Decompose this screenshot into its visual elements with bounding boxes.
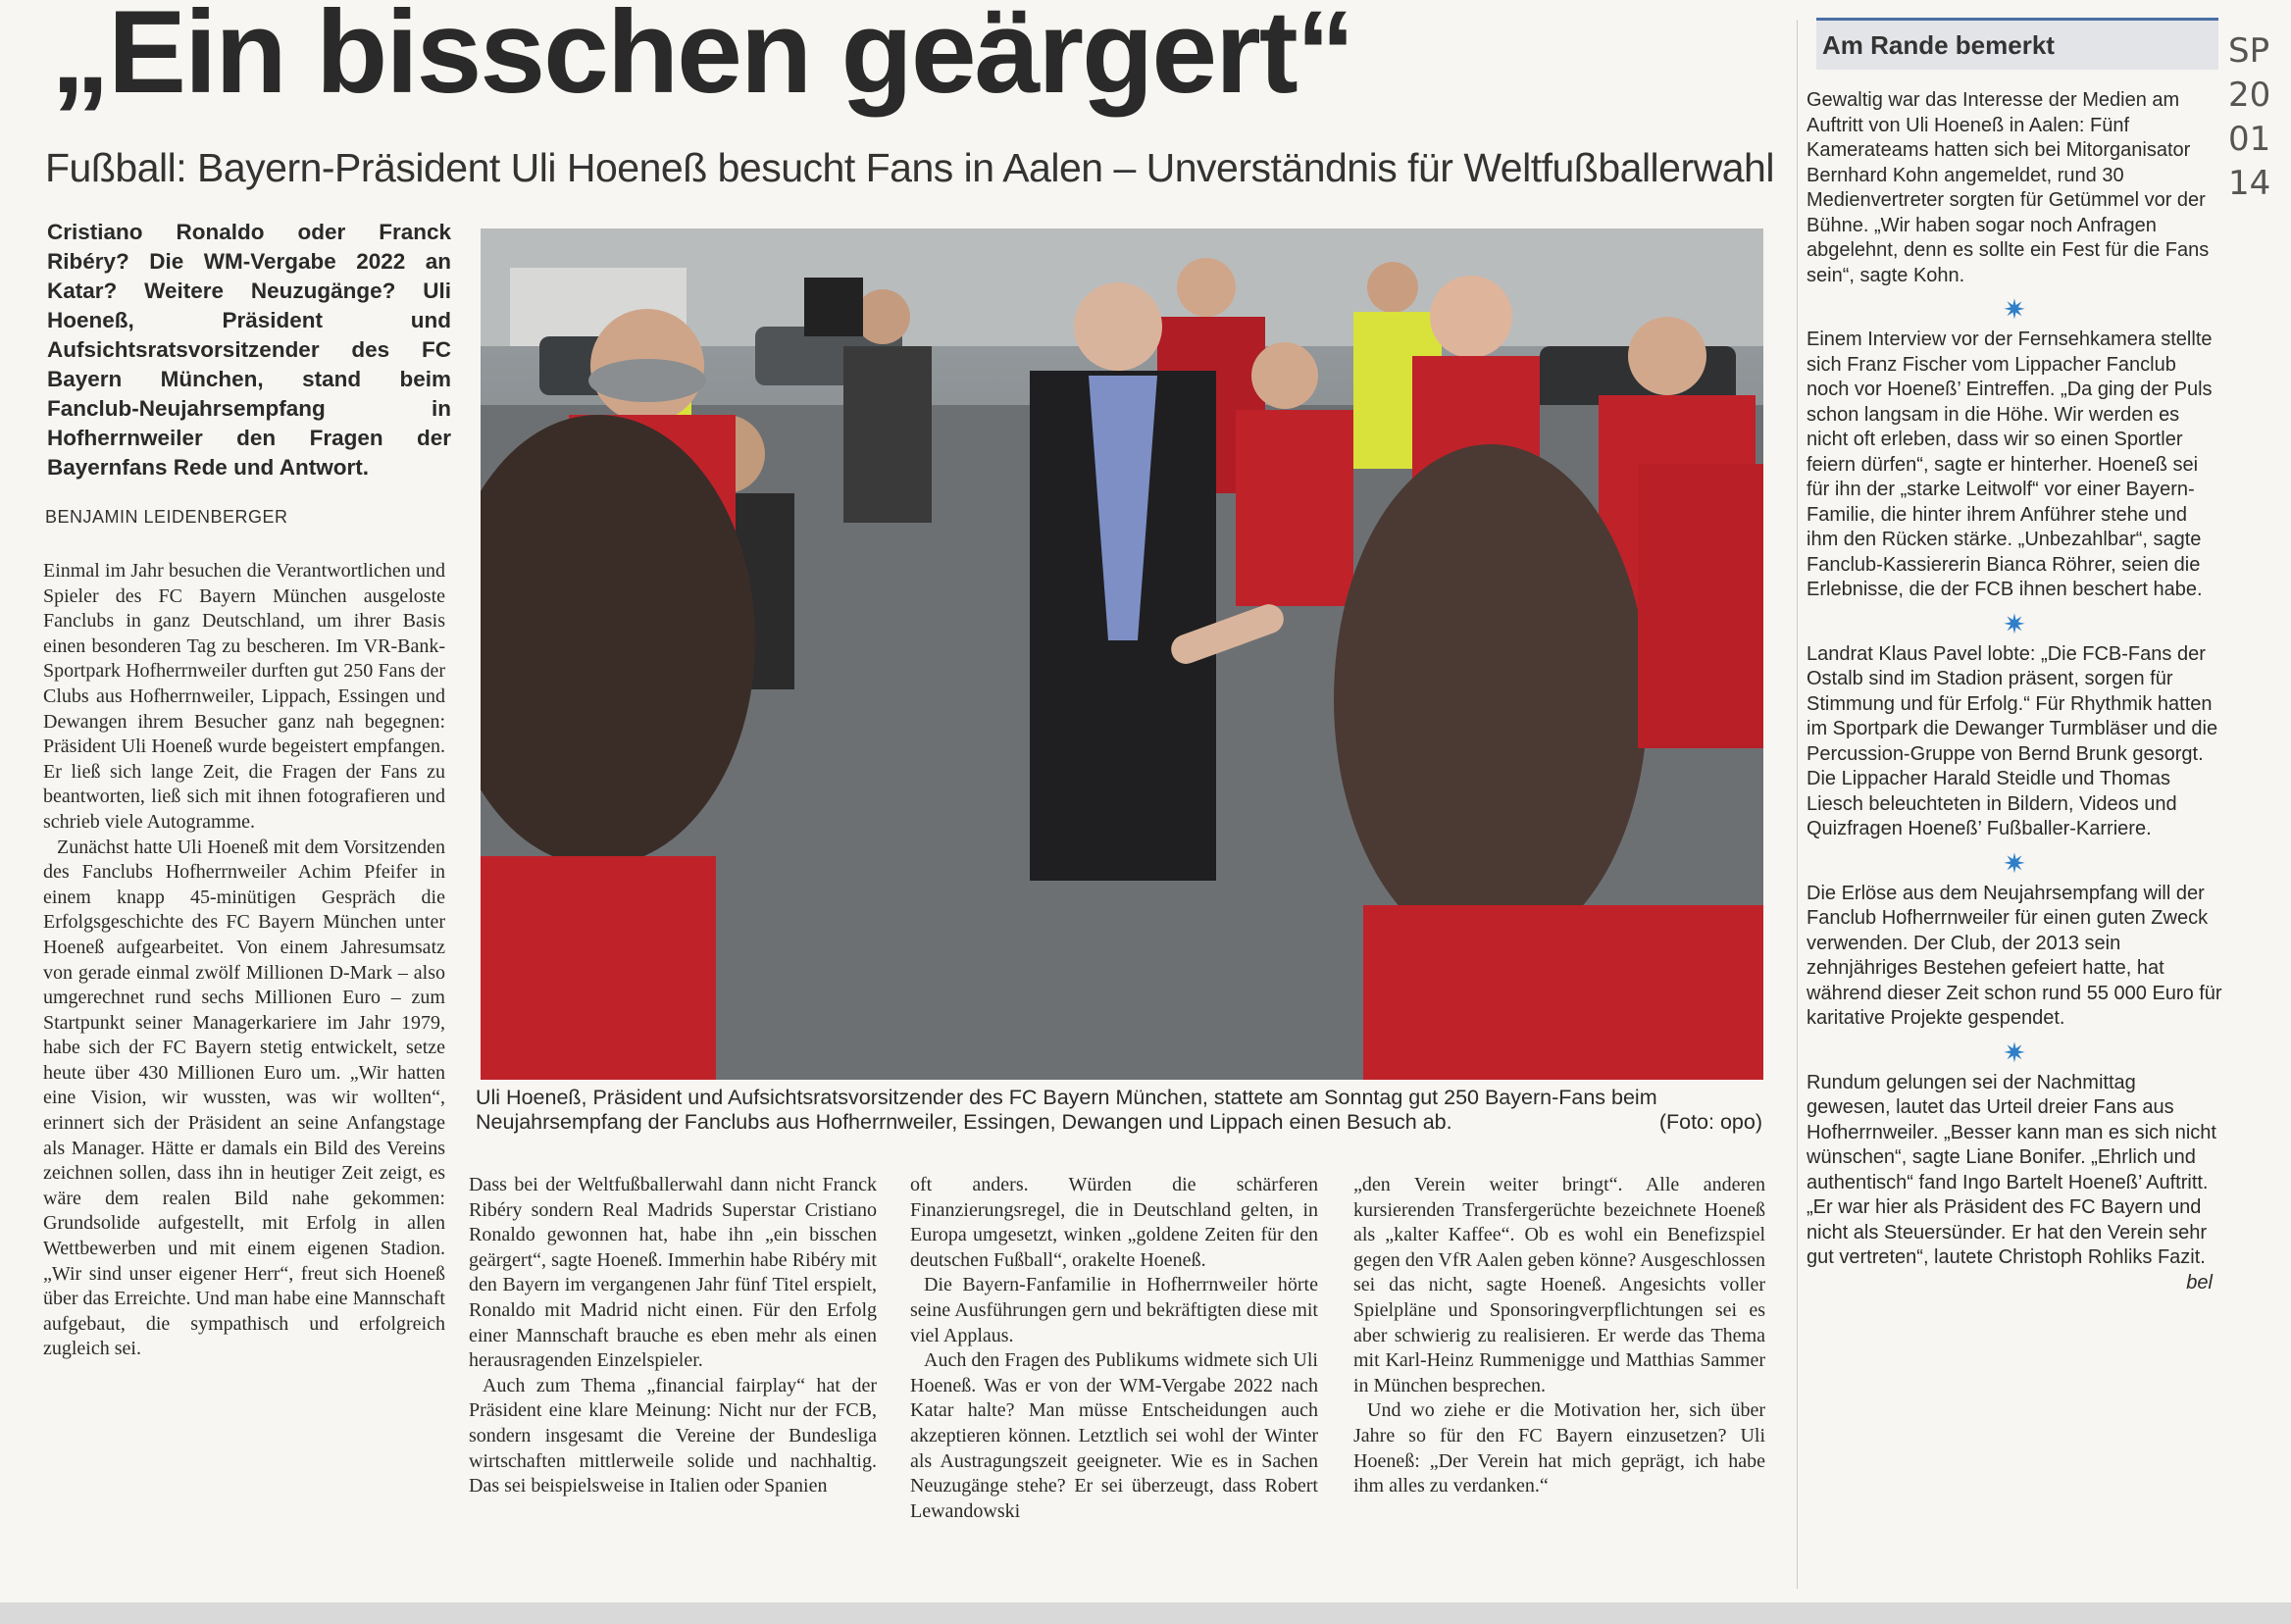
scan-bottom-edge [0, 1602, 2291, 1624]
byline: BENJAMIN LEIDENBERGER [45, 507, 288, 527]
caption-text: Uli Hoeneß, Präsident und Aufsichtsratsvorsitzender des FC Bayern München, stattete am Sonntag gut 250 Bayern-Fans beim Neujahrsempfang der Fanclubs aus Hofherrnweiler, Essingen, Dewangen und Lippach einen Besuch ab. [476, 1086, 1657, 1134]
sidebar-divider [1797, 20, 1798, 1589]
photo-illustration [481, 228, 1763, 1080]
sidebar-paragraph: Landrat Klaus Pavel lobte: „Die FCB-Fans der Ostalb sind im Stadion präsent, sorgen für Stimmung und für Erfolg.“ Für Rhythmik hatten im Sportpark die Dewanger Turmbläser und die Percussion-Gruppe von Bernd Brunk gesorgt. Die Lippacher Harald Steidle und Thomas Liesch beleuchteten in Bildern, Videos und Quizfragen Hoeneß’ Fußballer-Karriere. [1807, 642, 2218, 839]
handwritten-date-note [2228, 29, 2287, 206]
sidebar-paragraph: Die Erlöse aus dem Neujahrsempfang will der Fanclub Hofherrnweiler für einen guten Zweck verwenden. Der Club, der 2013 sein zehnjähriges Bestehen gefeiert hatte, hat während dieser Zeit schon rund 55 000 Euro für karitative Projekte gespendet. [1807, 882, 2222, 1029]
sidebar-title: Am Rande bemerkt [1822, 30, 2055, 60]
star-icon: ✷ [2003, 608, 2026, 639]
star-icon: ✷ [2003, 847, 2026, 879]
body-paragraph: Dass bei der Weltfußballerwahl dann nicht Franck Ribéry sondern Real Madrids Superstar Cristiano Ronaldo gewonnen hat, habe ihn „ein bisschen geärgert“, sagte Hoeneß. Immerhin habe Ribéry mit den Bayern im vergangenen Jahr fünf Titel erspielt, Ronaldo mit Madrid nicht einen. Für den Erfolg einer Mannschaft brauche es eben mehr als einen herausragenden Einzelspieler. [469, 1174, 877, 1372]
article-photo [481, 228, 1763, 1080]
handnote-line: 01 [2228, 120, 2271, 159]
body-paragraph: oft anders. Würden die schärferen Finanzierungsregel, die in Deutschland gelten, in Europa umgesetzt, winken „goldene Zeiten für den deutschen Fußball“, orakelte Hoeneß. [910, 1174, 1318, 1271]
subheadline: Fußball: Bayern-Präsident Uli Hoeneß besucht Fans in Aalen – Unverständnis für Weltfußballerwahl [45, 145, 1774, 190]
body-column-3 [910, 1173, 1318, 1524]
sidebar-paragraph: Rundum gelungen sei der Nachmittag gewesen, lautet das Urteil dreier Fans aus Hofherrnweiler. „Besser kann man es sich nicht wünschen“, sagte Liane Bonifer. „Ehrlich und authentisch“ fand Ingo Bartelt Hoeneß’ Auftritt. „Er war hier als Präsident des FC Bayern und nicht als Steuersünder. Er hat den Verein sehr gut vertreten“, lautete Christoph Rohliks Fazit. [1807, 1071, 2216, 1268]
author-signature: bel [2186, 1271, 2213, 1294]
sidebar-body [1807, 88, 2222, 1295]
lead-paragraph: Cristiano Ronaldo oder Franck Ribéry? Die WM-Vergabe 2022 an Katar? Weitere Neuzugänge? Uli Hoeneß, Präsident und Aufsichtsratsvorsitzender des FC Bayern München, stand beim Fanclub-Neujahrsempfang in Hofherrnweiler den Fragen der Bayernfans Rede und Antwort. [47, 220, 451, 480]
body-column-2 [469, 1173, 877, 1499]
body-paragraph: Einmal im Jahr besuchen die Verantwortlichen und Spieler des FC Bayern München ausgeloste Fanclubs in ganz Deutschland, um ihrer Basis einen besonderen Tag zu bescheren. Im VR-Bank-Sportpark Hofherrnweiler durften gut 250 Fans der Clubs aus Hofherrnweiler, Lippach, Essingen und Dewangen ihrem Besucher ganz nah begegnen: Präsident Uli Hoeneß wurde begeistert empfangen. Er ließ sich lange Zeit, die Fragen der Fans zu beantworten, ließ sich mit ihnen fotografieren und schrieb viele Autogramme. [43, 560, 445, 833]
handnote-line: SP [2228, 31, 2270, 71]
photo-credit: (Foto: opo) [1658, 1110, 1762, 1134]
body-column-1 [43, 559, 445, 1362]
body-paragraph: Die Bayern-Fanfamilie in Hofherrnweiler hörte seine Ausführungen gern und bekräftigten diese mit viel Applaus. [910, 1274, 1318, 1346]
photo-caption [476, 1086, 1762, 1135]
sidebar-header [1816, 18, 2218, 70]
body-paragraph: Auch zum Thema „financial fairplay“ hat der Präsident eine klare Meinung: Nicht nur der FCB, sondern insgesamt die Vereine der Bundesliga wirtschaften mittlerweile solide und nachhaltig. Das sei beispielsweise in Italien oder Spanien [469, 1374, 877, 1497]
handnote-line: 14 [2228, 164, 2271, 203]
sidebar-paragraph: Einem Interview vor der Fernsehkamera stellte sich Franz Fischer vom Lippacher Fanclub noch vor Hoeneß’ Eintreffen. „Da ging der Puls schon langsam in die Höhe. Wir werden es nicht oft erleben, dass wir so einen Sportler feiern dürfen“, sagte er hinterher. Hoeneß sei für ihn der „starke Leitwolf“ vor einer Bayern-Familie, die hinter ihrem Anführer stehe und ihm den Rücken stärke. „Unbezahlbar“, sagte Fanclub-Kassiererin Bianca Röhrer, seien die Erlebnisse, die der FCB ihnen beschert habe. [1807, 329, 2213, 600]
body-column-4 [1353, 1173, 1765, 1499]
sidebar-paragraph: Gewaltig war das Interesse der Medien am Auftritt von Uli Hoeneß in Aalen: Fünf Kamerateams hatten sich bei Mitorganisator Bernhard Kohn angemeldet, rund 30 Medienvertreter sorgten für Getümmel vor der Bühne. „Wir haben sogar noch Anfragen abgelehnt, denn es sollte ein Fest für die Fans sein“, sagte Kohn. [1807, 89, 2210, 286]
body-paragraph: Zunächst hatte Uli Hoeneß mit dem Vorsitzenden des Fanclubs Hofherrnweiler Achim Pfeifer in einem knapp 45-minütigen Gespräch die Erfolgsgeschichte des FC Bayern München unter Hoeneß aufgearbeitet. Von einem Jahresumsatz von gerade einmal zwölf Millionen D-Mark – also umgerechnet rund sechs Millionen Euro – zum Startpunkt seiner Managerkariere im Jahr 1979, habe sich der FC Bayern stetig entwickelt, setze heute über 430 Millionen Euro um. „Wir hatten eine Vision, wir wussten, was wir wollten“, erinnert sich der Präsident an seine Anfangstage als Manager. Hätte er damals ein Bild des Vereins zeichnen sollen, dass ihn in heutiger Zeit zeigt, es wäre dem realen Bild nahe gekommen: Grundsolide aufgestellt, mit Erfolg in allen Wettbewerben und mit einem eigenen Stadion. „Wir sind unser eigener Herr“, freut sich Hoeneß über das Erreichte. Und man habe eine Mannschaft aufgebaut, die sympathisch und erfolgreich zugleich sei. [43, 836, 445, 1360]
headline: „Ein bisschen geärgert“ [51, 0, 1353, 118]
body-paragraph: „den Verein weiter bringt“. Alle anderen kursierenden Transfergerüchte bezeichnete Hoeneß als „kalter Kaffee“. Ob es wohl ein Benefizspiel gegen den VfR Aalen geben könne? Ausgeschlossen sei das nicht, sagte Hoeneß. Angesichts voller Spielpläne und Sponsoringverpflichtungen sei es aber schwierig zu realisieren. Er werde das Thema mit Karl-Heinz Rummenigge und Matthias Sammer in München besprechen. [1353, 1174, 1765, 1396]
body-paragraph: Und wo ziehe er die Motivation her, sich über Jahre so für den FC Bayern einzusetzen? Uli Hoeneß: „Der Verein hat mich geprägt, ich habe ihm alles zu verdanken.“ [1353, 1399, 1765, 1497]
star-icon: ✷ [2003, 294, 2026, 325]
handnote-line: 20 [2228, 76, 2271, 115]
star-icon: ✷ [2003, 1037, 2026, 1068]
body-paragraph: Auch den Fragen des Publikums widmete sich Uli Hoeneß. Was er von der WM-Vergabe 2022 nach Katar halte? Man müsse Entscheidungen auch akzeptieren können. Letztlich sei wohl der Winter als Austragungszeit geeigneter. Wie es in Sachen Neuzugänge stehe? Er sei überzeugt, dass Robert Lewandowski [910, 1349, 1318, 1522]
